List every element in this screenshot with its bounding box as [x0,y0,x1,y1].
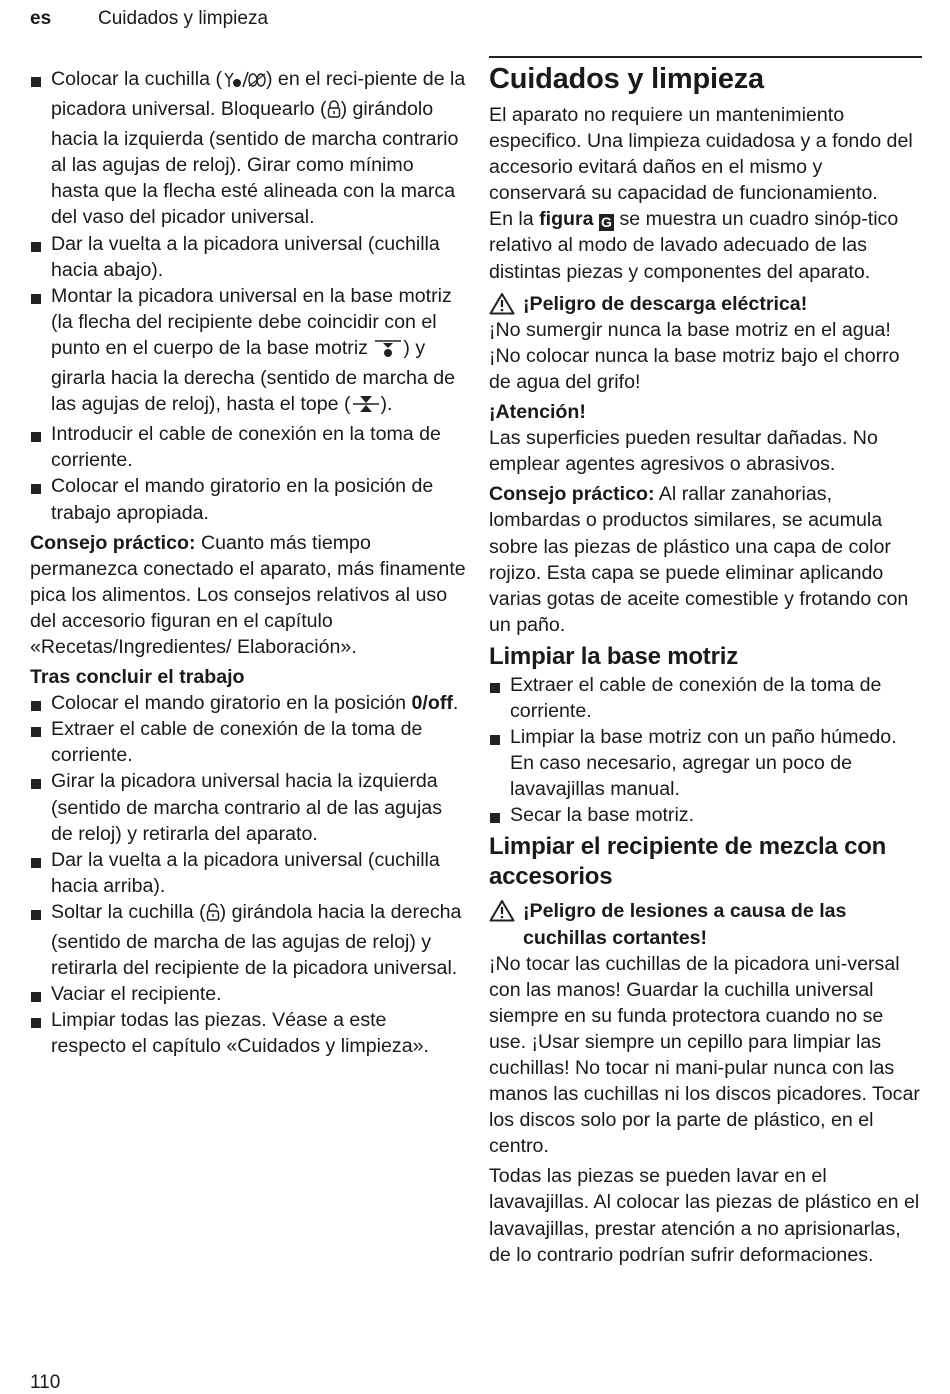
header-section-title: Cuidados y limpieza [98,8,269,29]
intro-paragraph: El aparato no requiere un mantenimiento especifico. Una limpieza cuidadosa y a fondo del accesorio evitará daños en el mismo y conservará su capacidad de funcionamiento. [489,104,913,205]
attention-text: Las superficies pueden resultar dañadas. No emplear agentes agresivos o abrasivos. [489,427,878,476]
language-code: es [30,8,52,29]
list-item: Colocar el mando giratorio en la posición 0/off. [30,690,466,716]
section-title: Cuidados y limpieza [489,63,764,95]
lock-open-icon [206,902,220,929]
right-column [489,63,923,1268]
list-item: Limpiar todas las piezas. Véase a este respecto el capítulo «Cuidados y limpieza». [30,1007,466,1059]
list-item: Limpiar la base motriz con un paño húmedo. En caso necesario, agregar un poco de lavavajillas manual. [489,724,923,802]
list-item: Girar la picadora universal hacia la izquierda (sentido de marcha contrario al de las agujas de reloj) y retirarla del aparato. [30,768,466,846]
list-item: Secar la base motriz. [489,802,923,828]
page-header [30,8,269,30]
left-column [30,66,466,1059]
dishwasher-paragraph: Todas las piezas se pueden lavar en el lavavajillas. Al colocar las piezas de plástico en el lavavajillas, prestar atención a no aprisionarlas, de lo contrario podrían sufrir deformaciones. [489,1165,920,1266]
warning-triangle-icon [489,292,515,322]
stop-position-icon [351,394,381,421]
page-number: 110 [30,1372,61,1393]
after-work-heading: Tras concluir el trabajo [30,666,245,689]
warning-blades-heading: ¡Peligro de lesiones a causa de las cuchillas cortantes! [489,898,923,950]
list-item: Extraer el cable de conexión de la toma de corriente. [30,716,466,768]
practical-tip: Consejo práctico: Al rallar zanahorias, lombardas o productos similares, se acumula sobre las piezas de plástico una capa de color rojizo. Esta capa se puede eliminar aplicando varias gotas de aceite comestible y frotando con un paño. [489,483,909,636]
section-rule [489,56,922,58]
blade-icon [222,69,266,96]
clean-base-steps [489,672,923,829]
list-item: Introducir el cable de conexión en la toma de corriente. [30,421,466,473]
list-item: Colocar la cuchilla ( ) en el reci-piente de la picadora universal. Bloquearlo ( ) girándolo hacia la izquierda (sentido de marcha contrario al las agujas de reloj). Girar como mínimo hasta que la flecha esté alineada con la marca del vaso del picador universal. [30,66,466,231]
clean-base-heading: Limpiar la base motriz [489,642,739,670]
warning-triangle-icon [489,899,515,929]
warning-electric-text: ¡No sumergir nunca la base motriz en el agua! ¡No colocar nunca la base motriz bajo el chorro de agua del grifo! [489,318,900,393]
list-item: Dar la vuelta a la picadora universal (cuchilla hacia abajo). [30,231,466,283]
list-item: Dar la vuelta a la picadora universal (cuchilla hacia arriba). [30,847,466,899]
figure-letter-badge: G [599,214,614,231]
practical-tip: Consejo práctico: Cuanto más tiempo permanezca conectado el aparato, más finamente pica los alimentos. Los consejos relativos al uso del accesorio figuran en el capítulo «Recetas/Ingredientes/ Elaboración». [30,531,466,658]
list-item: Montar la picadora universal en la base motriz (la flecha del recipiente debe coincidir con el punto en el cuerpo de la base motriz ) y girarla hacia la derecha (sentido de marcha de las agujas de reloj), hasta el tope ( ). [30,283,466,421]
list-item: Vaciar el recipiente. [30,981,466,1007]
assembly-steps [30,66,466,526]
figure-paragraph: En la figura G se muestra un cuadro sinóp-tico relativo al modo de lavado adecuado de las distintas piezas y componentes del aparato. [489,208,899,283]
lock-closed-icon [327,99,341,126]
clean-bowl-heading: Limpiar el recipiente de mezcla con accesorios [489,833,887,891]
list-item: Colocar el mando giratorio en la posición de trabajo apropiada. [30,473,466,525]
warning-blades-text: ¡No tocar las cuchillas de la picadora uni-versal con las manos! Guardar la cuchilla universal siempre en su funda protectora cuando no se use. ¡Usar siempre un cepillo para limpiar las cuchillas! No tocar ni mani-pular nunca con las manos las cuchillas ni los discos picadores. Tocar los discos solo por la parte de plástico, en el centro. [489,952,920,1158]
attention-heading: ¡Atención! [489,401,586,424]
after-work-steps [30,690,466,1059]
align-mark-icon [373,338,403,365]
list-item: Extraer el cable de conexión de la toma de corriente. [489,672,923,724]
list-item: Soltar la cuchilla ( ) girándola hacia la derecha (sentido de marcha de las agujas de reloj) y retirarla del recipiente de la picadora universal. [30,899,466,981]
warning-electric-heading: ¡Peligro de descarga eléctrica! [489,291,923,317]
